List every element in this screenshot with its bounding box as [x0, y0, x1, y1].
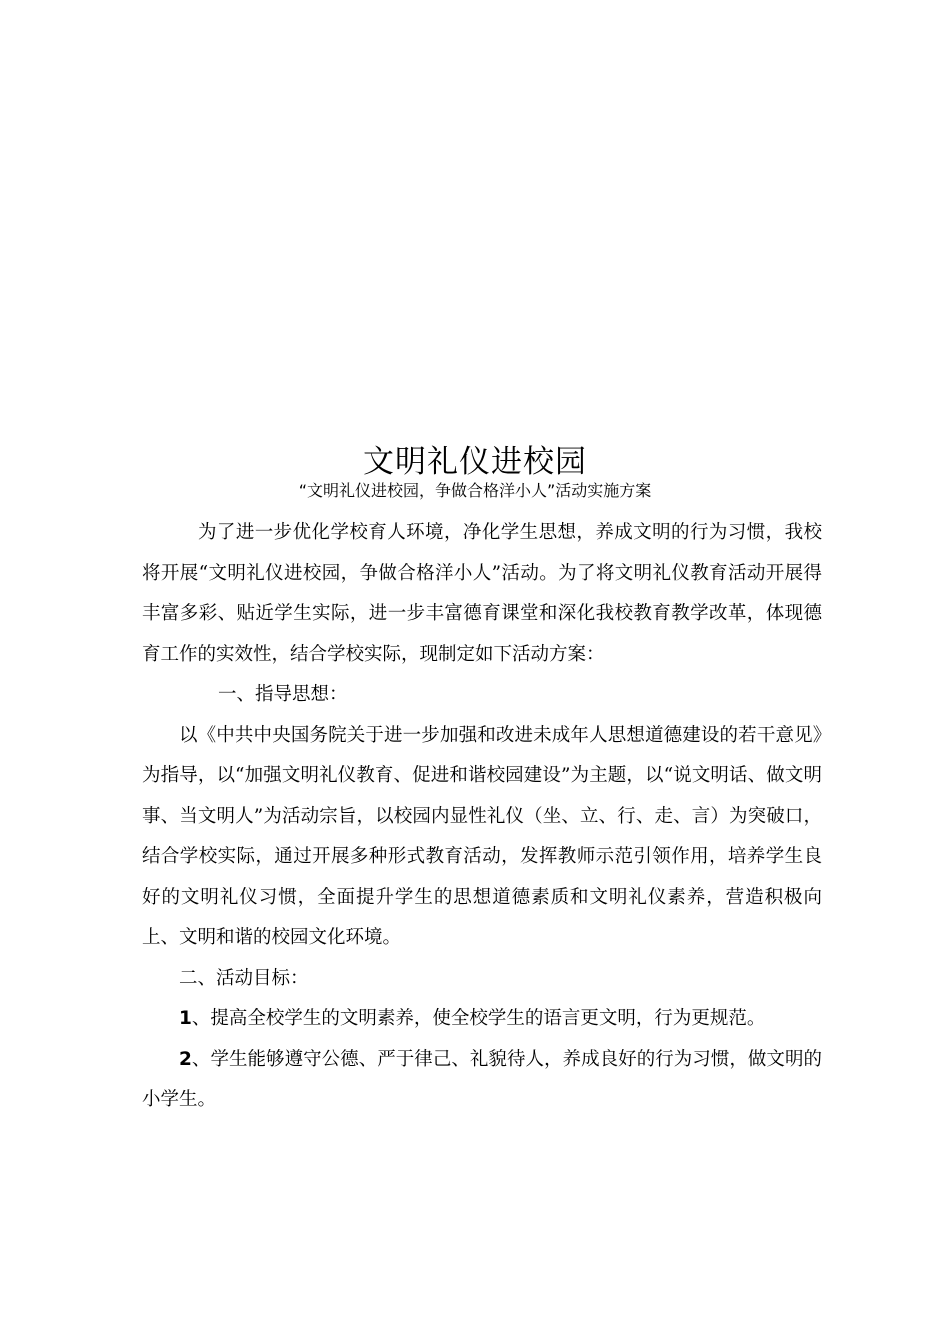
section-heading-guiding-thought: 一、指导思想：: [218, 684, 348, 705]
goal-number: 2: [179, 1048, 192, 1070]
goal-text: 、提高全校学生的文明素养，使全校学生的语言更文明，行为更规范。: [191, 1008, 766, 1029]
section-heading-activity-goals: 二、活动目标：: [179, 967, 309, 989]
goal-text: 、学生能够遵守公德、严于律己、礼貌待人，养成良好的行为习惯，做文明的小学生。: [142, 1048, 822, 1110]
intro-paragraph: 为了进一步优化学校育人环境，净化学生思想，养成文明的行为习惯，我校将开展“文明礼仪进校园，争做合格洋小人”活动。为了将文明礼仪教育活动开展得丰富多彩、贴近学生实际，进一步丰富德育课堂和深化我校教育教学改革，体现德育工作的实效性，结合学校实际，现制定如下活动方案：: [142, 522, 822, 665]
goal-item-2: [142, 1040, 822, 1121]
guiding-thought-paragraph: 以《中共中央国务院关于进一步加强和改进未成年人思想道德建设的若干意见》为指导，以“加强文明礼仪教育、促进和谐校园建设”为主题，以“说文明话、做文明事、当文明人”为活动宗旨，以校园内显性礼仪（坐、立、行、走、言）为突破口，结合学校实际，通过开展多种形式教育活动，发挥教师示范引领作用，培养学生良好的文明礼仪习惯，全面提升学生的思想道德素质和文明礼仪素养，营造积极向上、文明和谐的校园文化环境。: [142, 724, 822, 948]
document-subtitle: “文明礼仪进校园，争做合格洋小人”活动实施方案: [298, 481, 652, 500]
document-title: 文明礼仪进校园: [363, 444, 587, 480]
goal-item-1: [142, 999, 822, 1040]
document-body: [142, 513, 822, 1121]
goal-number: 1: [179, 1008, 192, 1029]
